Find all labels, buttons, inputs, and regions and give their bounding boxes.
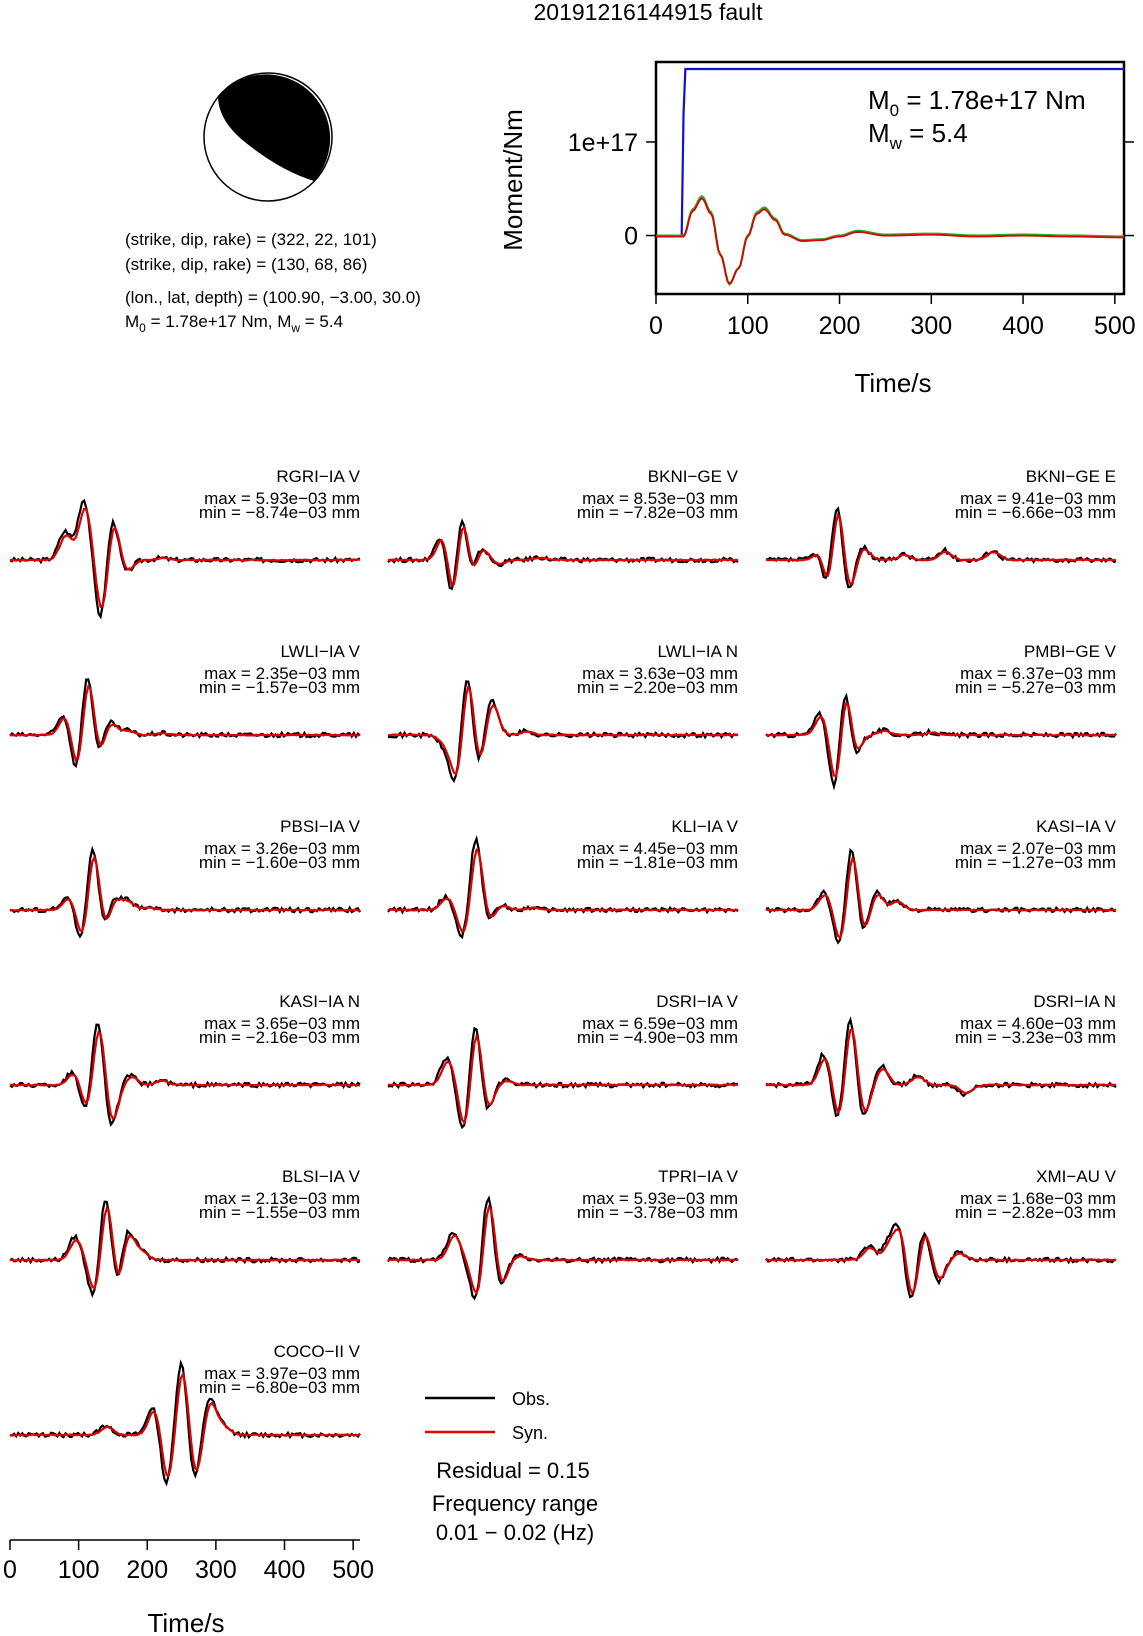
max-amplitude: max = 9.41e−03 mm bbox=[960, 489, 1116, 508]
min-amplitude: min = −1.55e−03 mm bbox=[198, 1203, 360, 1222]
waveform-panel bbox=[766, 467, 1116, 587]
station-label: RGRI−IA V bbox=[276, 467, 360, 486]
max-amplitude: max = 5.93e−03 mm bbox=[204, 489, 360, 508]
observed-waveform bbox=[766, 696, 1116, 786]
frequency-range-value: 0.01 − 0.02 (Hz) bbox=[435, 1520, 595, 1545]
waveform-panel bbox=[10, 467, 361, 617]
waveform-panel bbox=[388, 992, 739, 1127]
synthetic-waveform bbox=[766, 1229, 1116, 1292]
max-amplitude: max = 4.45e−03 mm bbox=[582, 839, 738, 858]
waveform-panel bbox=[766, 642, 1117, 786]
moment-plot-m0: $M_0 = 1.78e+17$ Nm bbox=[868, 85, 1086, 120]
waveform-panel bbox=[766, 1167, 1117, 1297]
synthetic-waveform bbox=[766, 515, 1116, 584]
station-label: XMI−AU V bbox=[1036, 1167, 1116, 1186]
min-amplitude: min = −2.16e−03 mm bbox=[198, 1028, 360, 1047]
min-amplitude: min = −1.27e−03 mm bbox=[954, 853, 1116, 872]
max-amplitude: max = 8.53e−03 mm bbox=[582, 489, 738, 508]
location-depth: (lon., lat, depth) = (100.90, −3.00, 30.0) bbox=[125, 288, 421, 307]
max-amplitude: max = 5.93e−03 mm bbox=[582, 1189, 738, 1208]
station-label: BKNI−GE V bbox=[647, 467, 738, 486]
station-label: BKNI−GE E bbox=[1025, 467, 1116, 486]
max-amplitude: max = 3.63e−03 mm bbox=[582, 664, 738, 683]
max-amplitude: max = 2.35e−03 mm bbox=[204, 664, 360, 683]
bottom-axis-tick-label: 400 bbox=[263, 1556, 306, 1584]
min-amplitude: min = −4.90e−03 mm bbox=[576, 1028, 738, 1047]
min-amplitude: min = −2.20e−03 mm bbox=[576, 678, 738, 697]
min-amplitude: min = −7.82e−03 mm bbox=[576, 503, 738, 522]
moment-plot-ytick-label: 1e+17 bbox=[567, 128, 638, 157]
bottom-time-axis bbox=[3, 1540, 374, 1636]
min-amplitude: min = −5.27e−03 mm bbox=[954, 678, 1116, 697]
moment-plot-xlabel: Time/s bbox=[854, 368, 932, 398]
moment-summary: $M_0 = 1.78e+17$ Nm, $M_w = 5.4$ bbox=[125, 312, 344, 335]
station-label: COCO−II V bbox=[273, 1342, 360, 1361]
station-label: KASI−IA N bbox=[279, 992, 360, 1011]
frequency-range-label: Frequency range bbox=[431, 1491, 599, 1516]
legend bbox=[425, 1389, 598, 1545]
waveform-panel bbox=[10, 642, 361, 766]
stf-alt-line bbox=[656, 196, 1124, 284]
beach-ball bbox=[204, 73, 332, 201]
moment-plot-xtick-label: 100 bbox=[726, 312, 769, 340]
waveform-panel bbox=[388, 1167, 739, 1298]
nodal-plane-2: (strike, dip, rake) = (130, 68, 86) bbox=[125, 255, 368, 274]
bottom-axis-xlabel: Time/s bbox=[147, 1608, 225, 1636]
bottom-axis-tick-label: 100 bbox=[57, 1556, 100, 1584]
max-amplitude: max = 1.68e−03 mm bbox=[960, 1189, 1116, 1208]
bottom-axis-tick-label: 0 bbox=[3, 1556, 17, 1584]
waveform-panel bbox=[388, 467, 739, 589]
waveform-panel bbox=[10, 992, 360, 1125]
waveform-panel bbox=[10, 1167, 361, 1295]
waveform-panel bbox=[10, 1342, 361, 1483]
max-amplitude: max = 2.07e−03 mm bbox=[960, 839, 1116, 858]
mechanism-text bbox=[125, 230, 421, 335]
figure-title: 20191216144915 fault bbox=[533, 0, 763, 25]
waveform-panel bbox=[388, 642, 738, 781]
moment-plot-ytick-label: 0 bbox=[624, 222, 638, 251]
max-amplitude: max = 3.26e−03 mm bbox=[204, 839, 360, 858]
synthetic-waveform bbox=[388, 1037, 738, 1123]
station-label: DSRI−IA N bbox=[1033, 992, 1116, 1011]
synthetic-waveform bbox=[388, 527, 738, 585]
moment-plot-xtick-label: 300 bbox=[910, 312, 953, 340]
waveform-panel bbox=[766, 817, 1117, 943]
max-amplitude: max = 3.65e−03 mm bbox=[204, 1014, 360, 1033]
station-label: PBSI−IA V bbox=[280, 817, 360, 836]
max-amplitude: max = 4.60e−03 mm bbox=[960, 1014, 1116, 1033]
waveform-panel bbox=[766, 992, 1116, 1116]
waveform-panel bbox=[388, 817, 739, 937]
synthetic-waveform bbox=[10, 687, 360, 760]
min-amplitude: min = −6.66e−03 mm bbox=[954, 503, 1116, 522]
max-amplitude: max = 2.13e−03 mm bbox=[204, 1189, 360, 1208]
min-amplitude: min = −3.78e−03 mm bbox=[576, 1203, 738, 1222]
min-amplitude: min = −1.57e−03 mm bbox=[198, 678, 360, 697]
station-label: LWLI−IA V bbox=[280, 642, 360, 661]
station-label: KASI−IA V bbox=[1036, 817, 1116, 836]
legend-obs-label: Obs. bbox=[512, 1389, 551, 1409]
moment-plot-ylabel: Moment/Nm bbox=[498, 109, 528, 251]
moment-plot-xtick-label: 400 bbox=[1002, 312, 1044, 340]
residual: Residual = 0.15 bbox=[436, 1458, 590, 1483]
waveform-panel bbox=[10, 817, 361, 936]
synthetic-waveform bbox=[10, 509, 360, 607]
station-label: PMBI−GE V bbox=[1023, 642, 1116, 661]
station-label: DSRI−IA V bbox=[656, 992, 738, 1011]
station-label: LWLI−IA N bbox=[657, 642, 738, 661]
waveform-panels bbox=[10, 467, 1117, 1483]
bottom-axis-tick-label: 500 bbox=[332, 1556, 374, 1584]
moment-plot-xtick-label: 500 bbox=[1093, 312, 1136, 340]
min-amplitude: min = −1.81e−03 mm bbox=[576, 853, 738, 872]
synthetic-waveform bbox=[388, 687, 738, 774]
min-amplitude: min = −6.80e−03 mm bbox=[198, 1378, 360, 1397]
bottom-axis-tick-label: 200 bbox=[126, 1556, 169, 1584]
bottom-axis-tick-label: 300 bbox=[195, 1556, 237, 1584]
station-label: TPRI−IA V bbox=[658, 1167, 738, 1186]
moment-rate-plot bbox=[498, 62, 1136, 398]
max-amplitude: max = 6.59e−03 mm bbox=[582, 1014, 738, 1033]
legend-syn-label: Syn. bbox=[512, 1423, 549, 1443]
min-amplitude: min = −3.23e−03 mm bbox=[954, 1028, 1116, 1047]
moment-plot-xtick-label: 0 bbox=[649, 312, 663, 340]
max-amplitude: max = 6.37e−03 mm bbox=[960, 664, 1116, 683]
max-amplitude: max = 3.97e−03 mm bbox=[204, 1364, 360, 1383]
min-amplitude: min = −2.82e−03 mm bbox=[954, 1203, 1116, 1222]
min-amplitude: min = −8.74e−03 mm bbox=[198, 503, 360, 522]
observed-waveform bbox=[388, 521, 738, 588]
moment-plot-mw: $M_w = 5.4$ bbox=[868, 118, 968, 153]
station-label: BLSI−IA V bbox=[282, 1167, 360, 1186]
nodal-plane-1: (strike, dip, rake) = (322, 22, 101) bbox=[125, 230, 377, 249]
min-amplitude: min = −1.60e−03 mm bbox=[198, 853, 360, 872]
moment-plot-xtick-label: 200 bbox=[818, 312, 861, 340]
station-label: KLI−IA V bbox=[671, 817, 738, 836]
